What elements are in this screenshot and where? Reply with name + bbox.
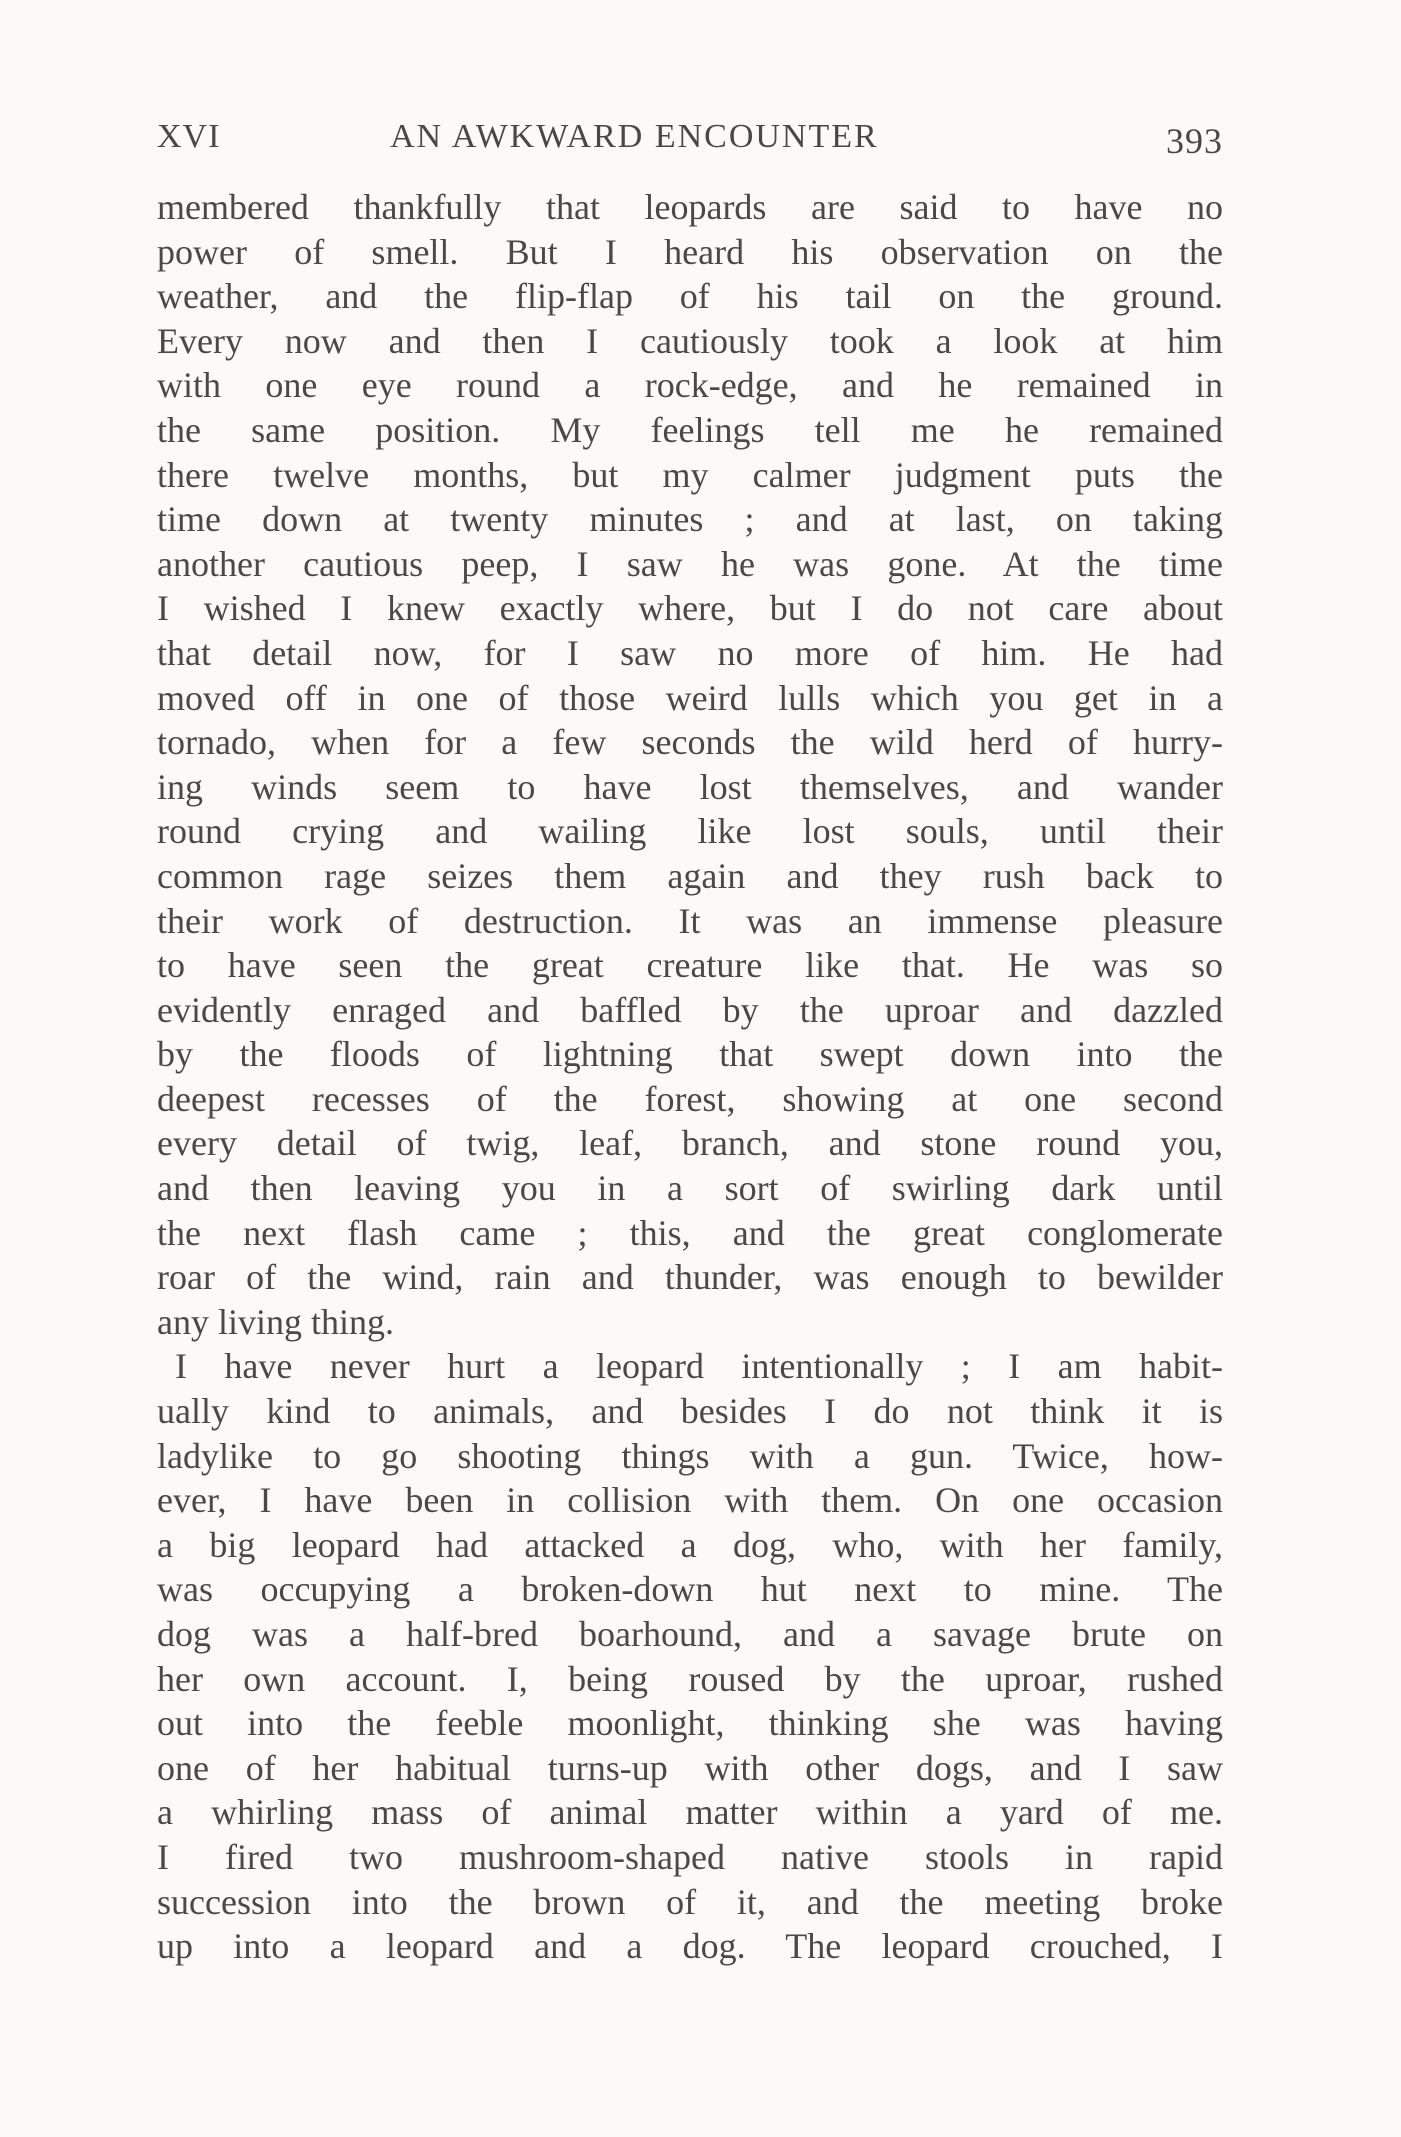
text-line: power of smell. But I heard his observation on the: [157, 231, 1223, 272]
text-line: tornado, when for a few seconds the wild herd of hurry-: [157, 722, 1223, 763]
text-line: up into a leopard and a dog. The leopard crouched, I: [157, 1926, 1223, 1967]
text-line: the next flash came ; this, and the great conglomerate: [157, 1212, 1223, 1253]
text-line: ever, I have been in collision with them. On one occasion: [157, 1480, 1223, 1521]
text-line: a big leopard had attacked a dog, who, with her family,: [157, 1524, 1223, 1565]
body-text: [157, 185, 1223, 1969]
text-line: round crying and wailing like lost souls, until their: [157, 811, 1223, 852]
text-line: any living thing.: [157, 1301, 394, 1342]
text-line: moved off in one of those weird lulls which you get in a: [157, 677, 1223, 718]
text-line: her own account. I, being roused by the uproar, rushed: [157, 1658, 1223, 1699]
text-line: one of her habitual turns-up with other dogs, and I saw: [157, 1747, 1223, 1788]
text-line: by the floods of lightning that swept down into the: [157, 1034, 1223, 1075]
text-line: membered thankfully that leopards are said to have no: [157, 187, 1223, 227]
text-line: evidently enraged and baffled by the uproar and dazzled: [157, 989, 1223, 1030]
text-line: there twelve months, but my calmer judgment puts the: [157, 454, 1223, 495]
text-line: roar of the wind, rain and thunder, was enough to bewilder: [157, 1257, 1223, 1298]
text-line: weather, and the flip-flap of his tail on the ground.: [157, 276, 1223, 317]
text-line: to have seen the great creature like that. He was so: [157, 945, 1223, 986]
text-line: another cautious peep, I saw he was gone. At the time: [157, 543, 1223, 584]
text-line: time down at twenty minutes ; and at last, on taking: [157, 499, 1223, 540]
text-line: that detail now, for I saw no more of him. He had: [157, 632, 1223, 673]
running-head: [157, 118, 1223, 162]
text-line: succession into the brown of it, and the meeting broke: [157, 1881, 1223, 1922]
text-line: with one eye round a rock-edge, and he remained in: [157, 365, 1223, 406]
text-line: deepest recesses of the forest, showing at one second: [157, 1078, 1223, 1119]
page-number: 393: [1166, 121, 1223, 161]
text-line: and then leaving you in a sort of swirling dark until: [157, 1168, 1223, 1209]
text-line: a whirling mass of animal matter within a yard of me.: [157, 1792, 1223, 1833]
text-line: I wished I knew exactly where, but I do not care about: [157, 588, 1223, 629]
text-line: dog was a half-bred boarhound, and a savage brute on: [157, 1614, 1223, 1654]
text-line: out into the feeble moonlight, thinking she was having: [157, 1703, 1223, 1744]
text-line: was occupying a broken-down hut next to mine. The: [157, 1569, 1223, 1610]
chapter-title: AN AWKWARD ENCOUNTER: [390, 118, 879, 155]
chapter-number: XVI: [157, 118, 221, 155]
text-line: Every now and then I cautiously took a look at him: [157, 320, 1223, 361]
text-line: common rage seizes them again and they rush back to: [157, 855, 1223, 896]
text-line: ually kind to animals, and besides I do not think it is: [157, 1391, 1223, 1432]
text-line: ing winds seem to have lost themselves, and wander: [157, 766, 1223, 807]
text-line: I have never hurt a leopard intentionally ; I am habit-: [175, 1346, 1223, 1387]
text-line: ladylike to go shooting things with a gun. Twice, how-: [157, 1435, 1223, 1476]
text-line: the same position. My feelings tell me he remained: [157, 409, 1223, 450]
text-line: every detail of twig, leaf, branch, and stone round you,: [157, 1123, 1223, 1164]
text-line: their work of destruction. It was an immense pleasure: [157, 900, 1223, 941]
text-line: I fired two mushroom-shaped native stools in rapid: [157, 1836, 1223, 1877]
